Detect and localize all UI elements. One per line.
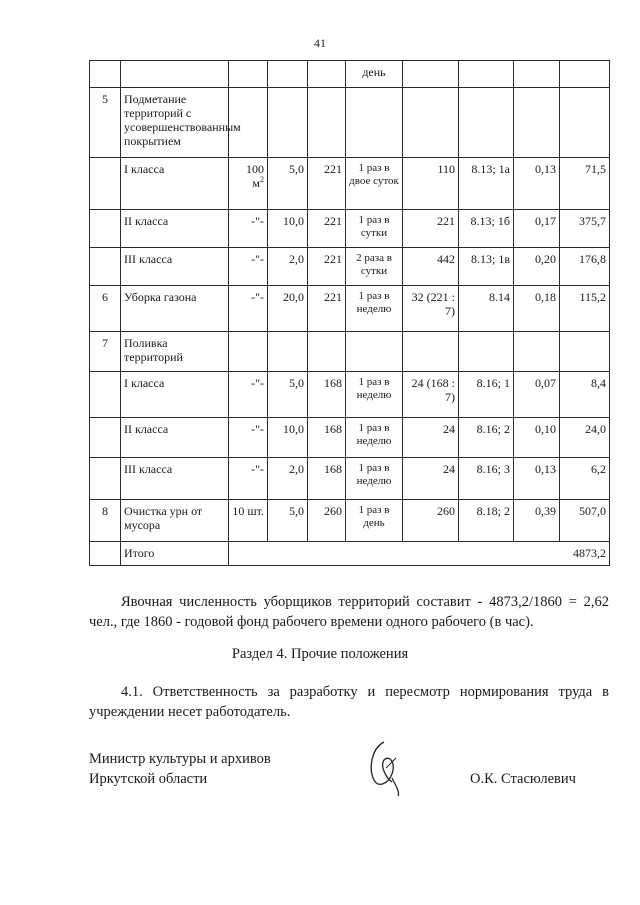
cell-name: Подметание территорий с усовершенствованным покрытием <box>121 88 229 158</box>
cell-days: 221 <box>308 210 346 248</box>
cell-ref: 8.16; 1 <box>459 372 514 418</box>
cell-days: 221 <box>308 286 346 332</box>
cell-ref: 8.16; 3 <box>459 458 514 500</box>
cell-total: 507,0 <box>560 500 610 542</box>
table-row <box>90 248 610 286</box>
cell-name: Очистка урн от мусора <box>121 500 229 542</box>
cell-total: 176,8 <box>560 248 610 286</box>
cell-total: 24,0 <box>560 418 610 458</box>
cell-coef: 0,17 <box>514 210 560 248</box>
cell-freq <box>346 332 403 372</box>
cell-no: 8 <box>90 500 121 542</box>
cell-days: 221 <box>308 248 346 286</box>
header-fragment-cell: день <box>346 61 403 88</box>
cell-norm <box>268 88 308 158</box>
cell-freq: 1 раз в неделю <box>346 418 403 458</box>
table-row <box>90 158 610 210</box>
cell-unit: 100 $м^2$ <box>229 158 268 210</box>
cell-no <box>90 418 121 458</box>
signatory-position-line1: Министр культуры и архивов <box>89 751 271 767</box>
cell-unit: -"- <box>229 286 268 332</box>
table-body <box>90 61 610 566</box>
cell-no <box>90 158 121 210</box>
cell-name: III класса <box>121 248 229 286</box>
cell-freq: 1 раз в день <box>346 500 403 542</box>
cell-qty: 24 (168 : 7) <box>403 372 459 418</box>
cell-name: I класса <box>121 372 229 418</box>
total-label: Итого <box>121 542 229 566</box>
table-row <box>90 286 610 332</box>
table-row <box>90 372 610 418</box>
cell-unit: -"- <box>229 458 268 500</box>
table-row <box>90 458 610 500</box>
cell-total: 6,2 <box>560 458 610 500</box>
cell-days: 221 <box>308 158 346 210</box>
cell-qty <box>403 88 459 158</box>
cell-days <box>308 88 346 158</box>
cell-freq: 1 раз в двое суток <box>346 158 403 210</box>
cell-ref: 8.14 <box>459 286 514 332</box>
cell-qty: 442 <box>403 248 459 286</box>
cell-norm: 10,0 <box>268 210 308 248</box>
cell-unit: -"- <box>229 248 268 286</box>
signatory-position <box>89 749 271 789</box>
cell-qty: 24 <box>403 458 459 500</box>
cell-no <box>90 248 121 286</box>
cell-unit <box>229 332 268 372</box>
signatory-position-line2: Иркутской области <box>89 771 208 787</box>
table-row-header-fragment <box>90 61 610 88</box>
cell-no <box>90 210 121 248</box>
cell-days: 168 <box>308 372 346 418</box>
cell-freq: 1 раз в неделю <box>346 458 403 500</box>
cell-total <box>560 332 610 372</box>
cell-coef: 0,10 <box>514 418 560 458</box>
cell-name: I класса <box>121 158 229 210</box>
cell-name: II класса <box>121 210 229 248</box>
cell-no: 6 <box>90 286 121 332</box>
cell-ref: 8.13; 1в <box>459 248 514 286</box>
cell-name: III класса <box>121 458 229 500</box>
cell-days <box>308 332 346 372</box>
cell-norm: 20,0 <box>268 286 308 332</box>
cell-no <box>90 458 121 500</box>
cell-total: 375,7 <box>560 210 610 248</box>
cell-ref <box>459 332 514 372</box>
cell-total: 71,5 <box>560 158 610 210</box>
cell-norm: 2,0 <box>268 248 308 286</box>
cell-freq: 1 раз в неделю <box>346 286 403 332</box>
cell-coef <box>514 88 560 158</box>
cell-freq: 1 раз в сутки <box>346 210 403 248</box>
table-row <box>90 210 610 248</box>
cell-ref: 8.18; 2 <box>459 500 514 542</box>
page-number: 41 <box>314 36 326 50</box>
section-heading: Раздел 4. Прочие положения <box>231 646 409 662</box>
cell-days: 168 <box>308 418 346 458</box>
cell-ref: 8.16; 2 <box>459 418 514 458</box>
cell-name: II класса <box>121 418 229 458</box>
cell-qty: 260 <box>403 500 459 542</box>
cell-norm: 5,0 <box>268 158 308 210</box>
cell-norm: 5,0 <box>268 500 308 542</box>
table-row <box>90 332 610 372</box>
cell-norm: 10,0 <box>268 418 308 458</box>
cell-coef: 0,39 <box>514 500 560 542</box>
table-row <box>90 418 610 458</box>
cell-total: 8,4 <box>560 372 610 418</box>
cell-name: Поливка территорий <box>121 332 229 372</box>
cell-no <box>90 372 121 418</box>
cell-qty: 110 <box>403 158 459 210</box>
cell-coef <box>514 332 560 372</box>
cell-name: Уборка газона <box>121 286 229 332</box>
cell-unit: 10 шт. <box>229 500 268 542</box>
cell-coef: 0,13 <box>514 158 560 210</box>
cell-ref: 8.13; 1а <box>459 158 514 210</box>
responsibility-paragraph: 4.1. Ответственность за разработку и пересмотр нормирования труда в учреждении несет работодатель. <box>89 684 609 720</box>
cell-unit: -"- <box>229 372 268 418</box>
cell-coef: 0,07 <box>514 372 560 418</box>
signatory-name: О.К. Стасюлевич <box>470 771 576 787</box>
cell-coef: 0,13 <box>514 458 560 500</box>
cell-total <box>560 88 610 158</box>
labor-norm-table <box>89 60 610 566</box>
cell-unit: -"- <box>229 418 268 458</box>
staffing-paragraph: Явочная численность уборщиков территорий составит - 4873,2/1860 = 2,62 чел., где 1860 - годовой фонд рабочего времени одного рабочего (в час). <box>89 594 609 630</box>
cell-ref <box>459 88 514 158</box>
cell-days: 168 <box>308 458 346 500</box>
cell-norm: 2,0 <box>268 458 308 500</box>
handwritten-signature-icon <box>362 738 412 800</box>
cell-qty: 221 <box>403 210 459 248</box>
cell-no: 5 <box>90 88 121 158</box>
cell-freq: 1 раз в неделю <box>346 372 403 418</box>
table-row <box>90 88 610 158</box>
cell-qty: 24 <box>403 418 459 458</box>
cell-coef: 0,20 <box>514 248 560 286</box>
cell-no: 7 <box>90 332 121 372</box>
cell-qty <box>403 332 459 372</box>
cell-ref: 8.13; 1б <box>459 210 514 248</box>
cell-freq <box>346 88 403 158</box>
cell-coef: 0,18 <box>514 286 560 332</box>
cell-norm <box>268 332 308 372</box>
cell-days: 260 <box>308 500 346 542</box>
cell-qty: 32 (221 : 7) <box>403 286 459 332</box>
total-value: 4873,2 <box>229 542 610 566</box>
table-total-row <box>90 542 610 566</box>
cell-freq: 2 раза в сутки <box>346 248 403 286</box>
cell-unit: -"- <box>229 210 268 248</box>
cell-total: 115,2 <box>560 286 610 332</box>
cell-norm: 5,0 <box>268 372 308 418</box>
table-row <box>90 500 610 542</box>
